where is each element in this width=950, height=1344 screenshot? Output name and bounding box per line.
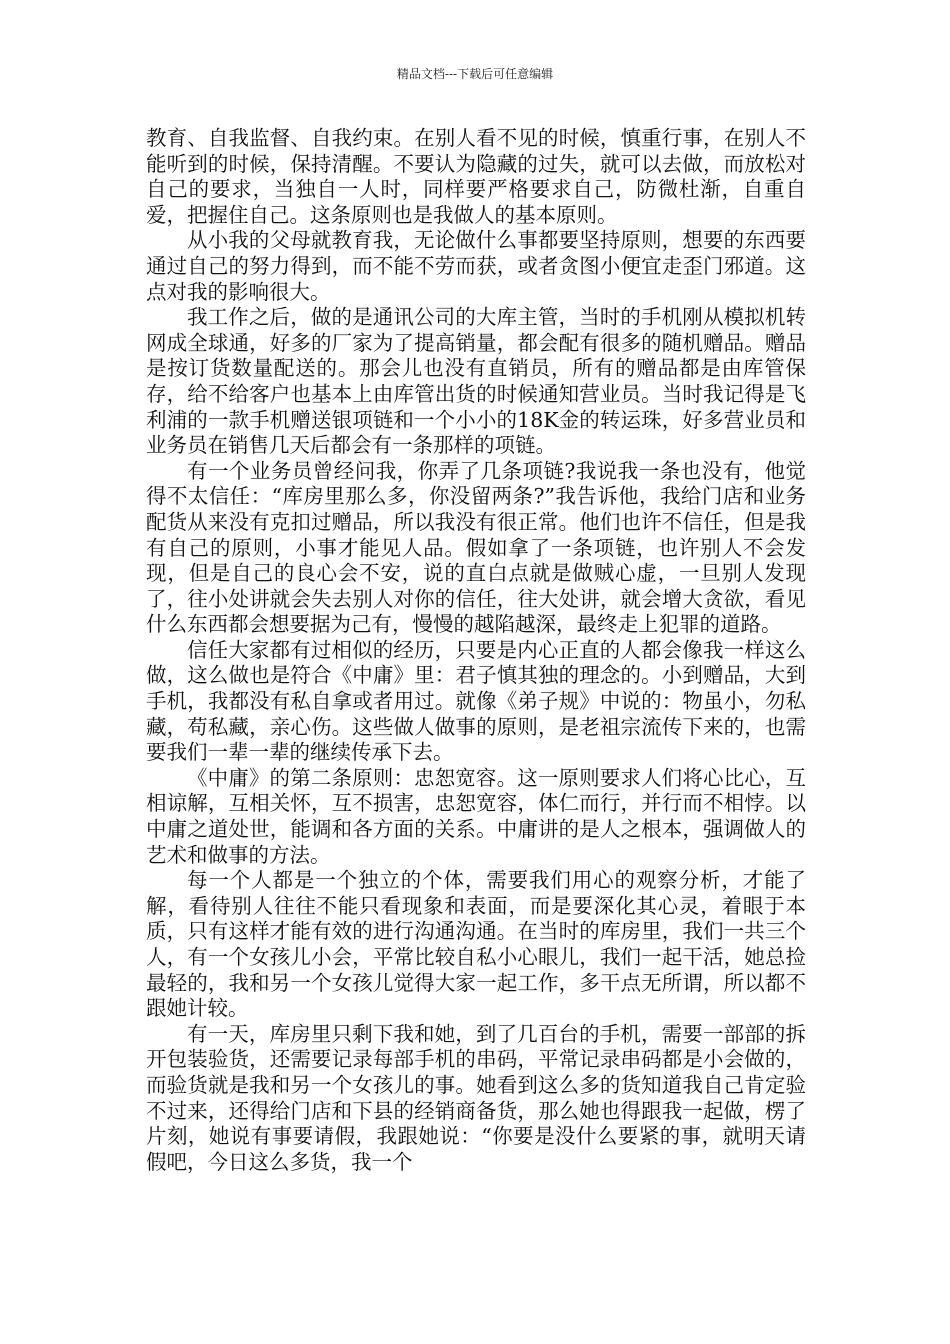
document-body [146,126,806,1175]
paragraph-4: 有一个业务员曾经问我，你弄了几条项链?我说我一条也没有，他觉得不太信任：“库房里那么多，你没留两条?”我告诉他，我给门店和业务配货从来没有克扣过赠品，所以我没有很正常。他们也许不信任，但是我有自己的原则，小事才能见人品。假如拿了一条项链，也许别人不会发现，但是自己的良心会不安，说的直白点就是做贼心虚，一旦别人发现了，往小处讲就会失去别人对你的信任，往大处讲，就会增大贪欲，看见什么东西都会想要据为己有，慢慢的越陷越深，最终走上犯罪的道路。 [146,458,806,637]
page-header: 精品文档---下载后可任意编辑 [396,67,554,81]
paragraph-6: 《中庸》的第二条原则：忠恕宽容。这一原则要求人们将心比心，互相谅解，互相关怀，互不损害，忠恕宽容，体仁而行，并行而不相悖。以中庸之道处世，能调和各方面的关系。中庸讲的是人之根本，强调做人的艺术和做事的方法。 [146,765,806,867]
paragraph-7: 每一个人都是一个独立的个体，需要我们用心的观察分析，才能了解，看待别人往往不能只看现象和表面，而是要深化其心灵，着眼于本质，只有这样才能有效的进行沟通沟通。在当时的库房里，我们一共三个人，有一个女孩儿小会，平常比较自私小心眼儿，我们一起干活，她总捡最轻的，我和另一个女孩儿觉得大家一起工作，多干点无所谓，所以都不跟她计较。 [146,868,806,1021]
paragraph-3: 我工作之后，做的是通讯公司的大库主管，当时的手机刚从模拟机转网成全球通，好多的厂家为了提高销量，都会配有很多的随机赠品。赠品是按订货数量配送的。那会儿也没有直销员，所有的赠品都是由库管保存，给不给客户也基本上由库管出货的时候通知营业员。当时我记得是飞利浦的一款手机赠送银项链和一个小小的18K金的转运珠，好多营业员和业务员在销售几天后都会有一条那样的项链。 [146,305,806,458]
paragraph-5: 信任大家都有过相似的经历，只要是内心正直的人都会像我一样这么做，这么做也是符合《中庸》里：君子慎其独的理念的。小到赠品，大到手机，我都没有私自拿或者用过。就像《弟子规》中说的：物虽小，勿私藏，苟私藏，亲心伤。这些做人做事的原则，是老祖宗流传下来的，也需要我们一辈一辈的继续传承下去。 [146,637,806,765]
paragraph-2: 从小我的父母就教育我，无论做什么事都要坚持原则，想要的东西要通过自己的努力得到，而不能不劳而获，或者贪图小便宜走歪门邪道。这点对我的影响很大。 [146,228,806,304]
paragraph-1: 教育、自我监督、自我约束。在别人看不见的时候，慎重行事，在别人不能听到的时候，保持清醒。不要认为隐藏的过失，就可以去做，而放松对自己的要求，当独自一人时，同样要严格要求自己，防微杜渐，自重自爱，把握住自己。这条原则也是我做人的基本原则。 [146,126,806,227]
paragraph-8: 有一天，库房里只剩下我和她，到了几百台的手机，需要一部部的拆开包装验货，还需要记录每部手机的串码，平常记录串码都是小会做的，而验货就是我和另一个女孩儿的事。她看到这么多的货知道我自己肯定验不过来，还得给门店和下县的经销商备货，那么她也得跟我一起做，楞了片刻，她说有事要请假，我跟她说：“你要是没什么要紧的事，就明天请假吧，今日这么多货，我一个 [146,1021,806,1174]
